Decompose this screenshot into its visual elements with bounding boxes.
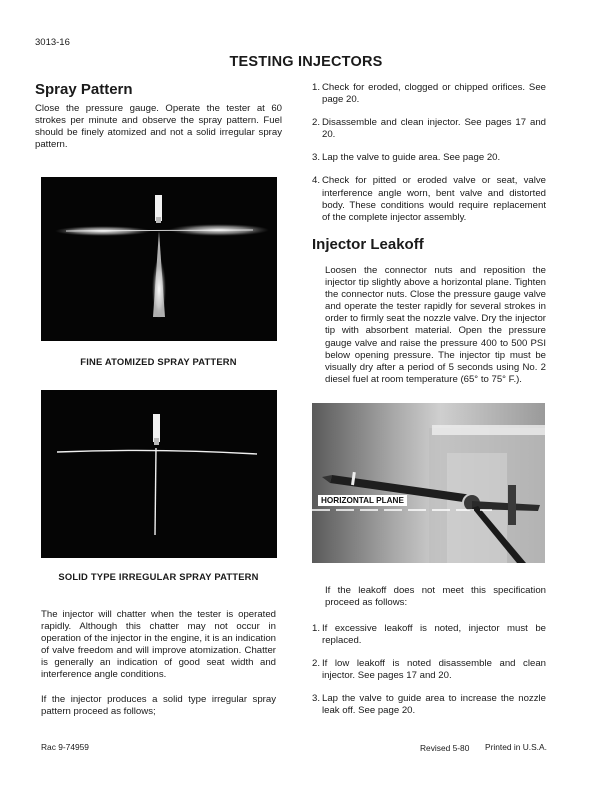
list-item: 3. Lap the valve to guide area to increase the nozzle leak off. See page 20. [312, 693, 546, 717]
fine-spray-image [41, 177, 277, 341]
irregular-pattern-intro: If the injector produces a solid type irregular spray pattern proceed as follows; [41, 694, 276, 718]
list-item: 3. Lap the valve to guide area. See page 20. [312, 152, 501, 164]
spray-pattern-steps [312, 82, 546, 224]
leakoff-paragraph: Loosen the connector nuts and reposition the injector tip slightly above a horizontal plane. Tighten the connector nuts. Close the pressure gauge valve and operate the tester rapidly for several strokes in order to firmly seat the nozzle valve. Dry the injector tip with absorbent material. Open the pressure gauge valve and raise the pressure 400 to 500 PSI below opening pressure. The injector tip must be visually dry after a period of 5 seconds using No. 2 diesel fuel at room temperature (65° to 75° F.). [325, 265, 546, 385]
solid-spray-image [41, 390, 277, 558]
list-item: 1. If excessive leakoff is noted, injector must be replaced. [312, 623, 546, 647]
solid-spray-photo [41, 390, 277, 558]
chatter-paragraph: The injector will chatter when the tester is operated rapidly. Although this chatter may not occur in operation of the injector in the engine, it is an indication of valve freedom and will improve atomization. Chatter is generally an indication of good seat width and interference angle conditions. [41, 609, 276, 681]
horizontal-plane-label: HORIZONTAL PLANE [318, 495, 407, 506]
figure-caption-solid: SOLID TYPE IRREGULAR SPRAY PATTERN [58, 571, 259, 582]
section-heading-injector-leakoff: Injector Leakoff [312, 236, 424, 253]
list-item: 2. Disassemble and clean injector. See pages 17 and 20. [312, 117, 546, 141]
page-title: TESTING INJECTORS [229, 54, 383, 70]
footer-document-code: Rac 9-74959 [41, 742, 89, 752]
injector-horizontal-plane-image [312, 403, 545, 563]
leakoff-followup-intro: If the leakoff does not meet this specification proceed as follows: [325, 585, 546, 609]
footer-revised: Revised 5-80 [420, 743, 470, 753]
section-heading-spray-pattern: Spray Pattern [35, 81, 133, 98]
horizontal-plane-photo [312, 403, 545, 563]
list-item: 4. Check for pitted or eroded valve or seat, valve interference angle worn, bent valve and distorted body. These conditions would require replacement of the complete injector assembly. [312, 175, 546, 223]
footer-printed: Printed in U.S.A. [485, 742, 547, 752]
figure-caption-fine: FINE ATOMIZED SPRAY PATTERN [80, 356, 237, 367]
spray-pattern-intro: Close the pressure gauge. Operate the tester at 60 strokes per minute and observe the spray pattern. Fuel should be finely atomized and not a solid irregular spray pattern. [35, 103, 282, 151]
list-item: 2. If low leakoff is noted disassemble and clean injector. See pages 17 and 20. [312, 658, 546, 682]
fine-spray-photo [41, 177, 277, 341]
page-number: 3013-16 [35, 37, 70, 48]
list-item: 1. Check for eroded, clogged or chipped orifices. See page 20. [312, 82, 546, 106]
leakoff-steps [312, 623, 546, 718]
